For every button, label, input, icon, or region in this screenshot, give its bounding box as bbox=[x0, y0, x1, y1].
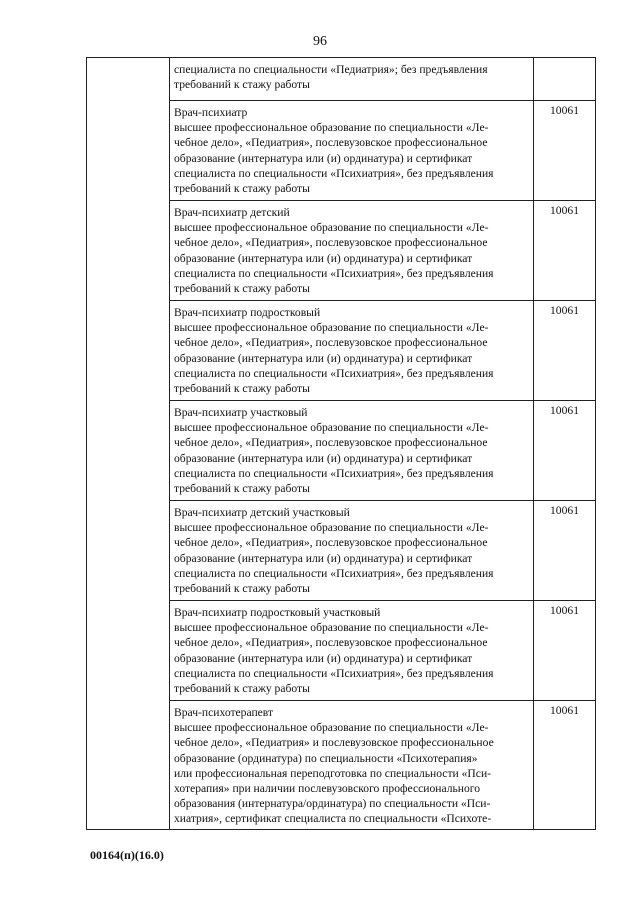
row-code: 10061 bbox=[550, 604, 579, 617]
description-cell bbox=[170, 58, 534, 101]
code-cell bbox=[534, 201, 596, 301]
row-title: Врач-психиатр детский участковый bbox=[174, 506, 350, 519]
row-code bbox=[534, 58, 595, 61]
description-cell bbox=[170, 201, 534, 301]
row-title: Врач-психиатр подростковый bbox=[174, 306, 321, 319]
row-code: 10061 bbox=[550, 704, 579, 717]
code-cell bbox=[534, 701, 596, 830]
group-cell bbox=[87, 58, 170, 830]
row-text: высшее профессиональное образование по специальности «Ле- чебное дело», «Педиатрия», послевузовское профессиональное образование (интернатура или (и) ординатура) и сертификат специалиста по специальности «Психиатрия», без предъявления требований к стажу работы bbox=[174, 221, 494, 296]
row-code: 10061 bbox=[550, 204, 579, 217]
row-title: Врач-психиатр участковый bbox=[174, 406, 308, 419]
row-code: 10061 bbox=[550, 504, 579, 517]
row-code: 10061 bbox=[550, 404, 579, 417]
row-title: Врач-психиатр подростковый участковый bbox=[174, 606, 381, 619]
description-cell bbox=[170, 501, 534, 601]
row-text: высшее профессиональное образование по специальности «Ле- чебное дело», «Педиатрия», послевузовское профессиональное образование (интернатура или (и) ординатура) и сертификат специалиста по специальности «Психиатрия», без предъявления требований к стажу работы bbox=[174, 121, 494, 196]
description-cell bbox=[170, 101, 534, 201]
row-text: высшее профессиональное образование по специальности «Ле- чебное дело», «Педиатрия», послевузовское профессиональное образование (интернатура или (и) ординатура) и сертификат специалиста по специальности «Психиатрия», без предъявления требований к стажу работы bbox=[174, 521, 494, 596]
description-cell bbox=[170, 301, 534, 401]
document-code: 00164(п)(16.0) bbox=[90, 848, 164, 862]
row-title: Врач-психотерапевт bbox=[174, 706, 274, 719]
row-text: специалиста по специальности «Педиатрия»; без предъявления требований к стажу работы bbox=[174, 63, 488, 92]
row-title: Врач-психиатр bbox=[174, 106, 248, 119]
row-title: Врач-психиатр детский bbox=[174, 206, 290, 219]
code-cell bbox=[534, 101, 596, 201]
row-text: высшее профессиональное образование по специальности «Ле- чебное дело», «Педиатрия», послевузовское профессиональное образование (интернатура или (и) ординатура) и сертификат специалиста по специальности «Психиатрия», без предъявления требований к стажу работы bbox=[174, 421, 494, 496]
code-cell bbox=[534, 58, 596, 101]
row-text: высшее профессиональное образование по специальности «Ле- чебное дело», «Педиатрия», послевузовское профессиональное образование (интернатура или (и) ординатура) и сертификат специалиста по специальности «Психиатрия», без предъявления требований к стажу работы bbox=[174, 621, 494, 696]
description-cell bbox=[170, 401, 534, 501]
description-cell bbox=[170, 701, 534, 830]
row-code: 10061 bbox=[550, 104, 579, 117]
code-cell bbox=[534, 501, 596, 601]
code-cell bbox=[534, 601, 596, 701]
qualification-table bbox=[86, 57, 596, 830]
table-row bbox=[87, 58, 596, 101]
code-cell bbox=[534, 401, 596, 501]
row-text: высшее профессиональное образование по специальности «Ле- чебное дело», «Педиатрия» и послевузовское профессиональное образование (ординатура) по специальности «Психотерапия» или профессиональная переподготовка по специальности «Пси- хотерапия» при наличии послевузовского профессионального образования (интернатура/ординатура) по специальности «Пси- хиатрия», сертификат специалиста по специальности «Психоте- bbox=[174, 721, 494, 826]
row-text: высшее профессиональное образование по специальности «Ле- чебное дело», «Педиатрия», послевузовское профессиональное образование (интернатура или (и) ординатура) и сертификат специалиста по специальности «Психиатрия», без предъявления требований к стажу работы bbox=[174, 321, 494, 396]
description-cell bbox=[170, 601, 534, 701]
code-cell bbox=[534, 301, 596, 401]
page-number: 96 bbox=[313, 34, 327, 49]
row-code: 10061 bbox=[550, 304, 579, 317]
